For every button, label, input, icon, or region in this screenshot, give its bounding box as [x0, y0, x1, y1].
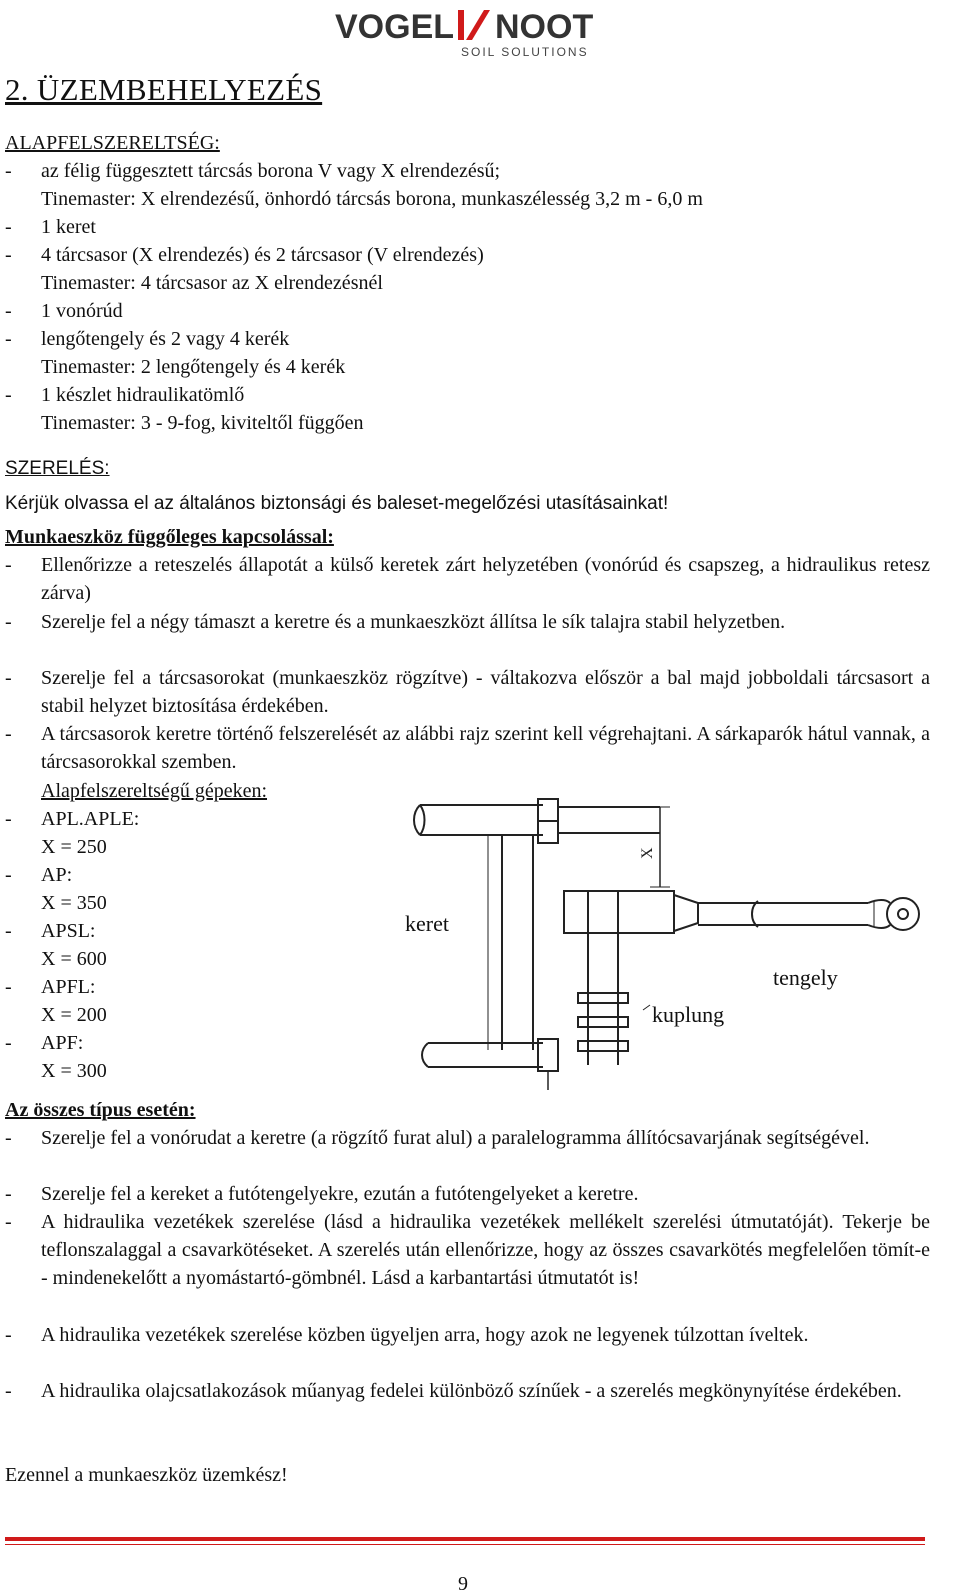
footer-rule [5, 1537, 925, 1541]
alap-item: 1 vonórúd [41, 300, 123, 322]
coupling-column [588, 890, 618, 1065]
bullet-dash: - [5, 1183, 12, 1205]
bullet-dash: - [5, 864, 12, 886]
bullet-dash: - [5, 976, 12, 998]
bullet-dash: - [5, 216, 12, 238]
all-types-item: A hidraulika vezetékek szerelése (lásd a hidraulika vezetékek mellékelt szerelési útmutatóját). Tekerje be teflonszalaggal a csavarkötéseket. A szerelés után ellenőrizze, hogy az összes csavarkötés megfelelően tömít-e - mindenekelőtt a nyomástartó-gömbnél. Lásd a karbantartási útmutatót is! [41, 1211, 930, 1290]
model-name: APF: [41, 1032, 84, 1054]
model-x-value: X = 250 [41, 836, 107, 858]
model-x-value: X = 600 [41, 948, 107, 970]
label-x: X [639, 847, 656, 859]
szereles-title: SZERELÉS: [5, 458, 110, 479]
alap-item: Tinemaster: 4 tárcsasor az X elrendezésnél [41, 272, 383, 294]
szereles-notice: Kérjük olvassa el az általános biztonsági és baleset-megelőzési utasításainkat! [5, 493, 669, 514]
alap-item: 4 tárcsasor (X elrendezés) és 2 tárcsasor (V elrendezés) [41, 244, 484, 266]
bullet-dash: - [5, 1211, 12, 1233]
model-name: AP: [41, 864, 73, 886]
bullet-dash: - [5, 1032, 12, 1054]
model-x-value: X = 200 [41, 1004, 107, 1026]
page-heading: 2. ÜZEMBEHELYEZÉS [5, 72, 323, 107]
all-types-item: A hidraulika vezetékek szerelése közben ügyeljen arra, hogy azok ne legyenek túlzottan íveltek. [41, 1324, 809, 1346]
label-kuplung: kuplung [652, 1002, 725, 1027]
all-types-item: Szerelje fel a vonórudat a keretre (a rögzítő furat alul) a paralelogramma állítócsavarjának segítségével. [41, 1127, 870, 1149]
alap-item: Tinemaster: X elrendezésű, önhordó tárcsás borona, munkaszélesség 3,2 m - 6,0 m [41, 188, 703, 210]
all-types-title: Az összes típus esetén: [5, 1099, 196, 1121]
page-number: 9 [458, 1573, 468, 1595]
bullet-dash: - [5, 808, 12, 830]
vertical-item: Ellenőrizze a reteszelés állapotát a külső keretek zárt helyzetében (vonórúd és csapszeg, a hidraulikus retesz zárva) [41, 554, 930, 605]
bullet-dash: - [5, 920, 12, 942]
alap-item: 1 keret [41, 216, 96, 238]
vogel-noot-logo [335, 6, 605, 64]
label-keret: keret [405, 911, 449, 936]
bullet-dash: - [5, 1324, 12, 1346]
model-x-value: X = 350 [41, 892, 107, 914]
basic-title: Alapfelszereltségű gépeken: [41, 780, 268, 802]
logo-brand-left: VOGEL [335, 8, 455, 46]
model-x-value: X = 300 [41, 1060, 107, 1082]
axle-eye [887, 898, 919, 930]
vertical-item: A tárcsasorok keretre történő felszerelését az alábbi rajz szerint kell végrehajtani. A sárkaparók hátul vannak, a tárcsasorokkal szemben. [41, 723, 930, 774]
all-types-item: A hidraulika olajcsatlakozások műanyag fedelei különböző színűek - a szerelés megkönynyítése érdekében. [41, 1380, 902, 1402]
alap-item: az félig függesztett tárcsás borona V vagy X elrendezésű; [41, 160, 501, 182]
vertical-item: Szerelje fel a négy támaszt a keretre és a munkaeszközt állítsa le sík talajra stabil helyzetben. [41, 611, 786, 633]
vertical-title: Munkaeszköz függőleges kapcsolással: [5, 526, 334, 548]
alap-item: 1 készlet hidraulikatömlő [41, 384, 245, 406]
axle-tube [698, 903, 868, 925]
bullet-dash: - [5, 300, 12, 322]
vertical-item: Szerelje fel a tárcsasorokat (munkaeszköz rögzítve) - váltakozva először a bal majd jobboldali tárcsasort a stabil helyzet biztosítása érdekében. [41, 667, 930, 718]
bullet-dash: - [5, 1127, 12, 1149]
alap-item: Tinemaster: 2 lengőtengely és 4 kerék [41, 356, 346, 378]
bottom-frame-tube [428, 1043, 543, 1067]
footer-rule-thin [5, 1544, 925, 1545]
bullet-dash: - [5, 723, 12, 745]
label-tengely: tengely [773, 965, 838, 990]
bullet-dash: - [5, 667, 12, 689]
logo-mark [458, 10, 490, 40]
logo-tagline: SOIL SOLUTIONS [461, 45, 589, 59]
alap-title: ALAPFELSZERELTSÉG: [5, 132, 220, 154]
alap-item: lengőtengely és 2 vagy 4 kerék [41, 328, 290, 350]
model-name: APSL: [41, 920, 96, 942]
vertical-frame-tube [502, 835, 533, 1050]
logo-brand-right: NOOT [495, 8, 594, 46]
bullet-dash: - [5, 554, 12, 576]
bullet-dash: - [5, 611, 12, 633]
bullet-dash: - [5, 1380, 12, 1402]
bullet-dash: - [5, 160, 12, 182]
model-name: APFL: [41, 976, 96, 998]
top-frame-tube [420, 805, 543, 835]
bullet-dash: - [5, 244, 12, 266]
model-name: APL.APLE: [41, 808, 140, 830]
alap-item: Tinemaster: 3 - 9-fog, kiviteltől függően [41, 412, 364, 434]
all-types-item: Szerelje fel a kereket a futótengelyekre, ezután a futótengelyeket a keretre. [41, 1183, 639, 1205]
bullet-dash: - [5, 328, 12, 350]
bullet-dash: - [5, 384, 12, 406]
frame-axle-diagram [398, 795, 938, 1095]
closing-text: Ezennel a munkaeszköz üzemkész! [5, 1464, 288, 1486]
